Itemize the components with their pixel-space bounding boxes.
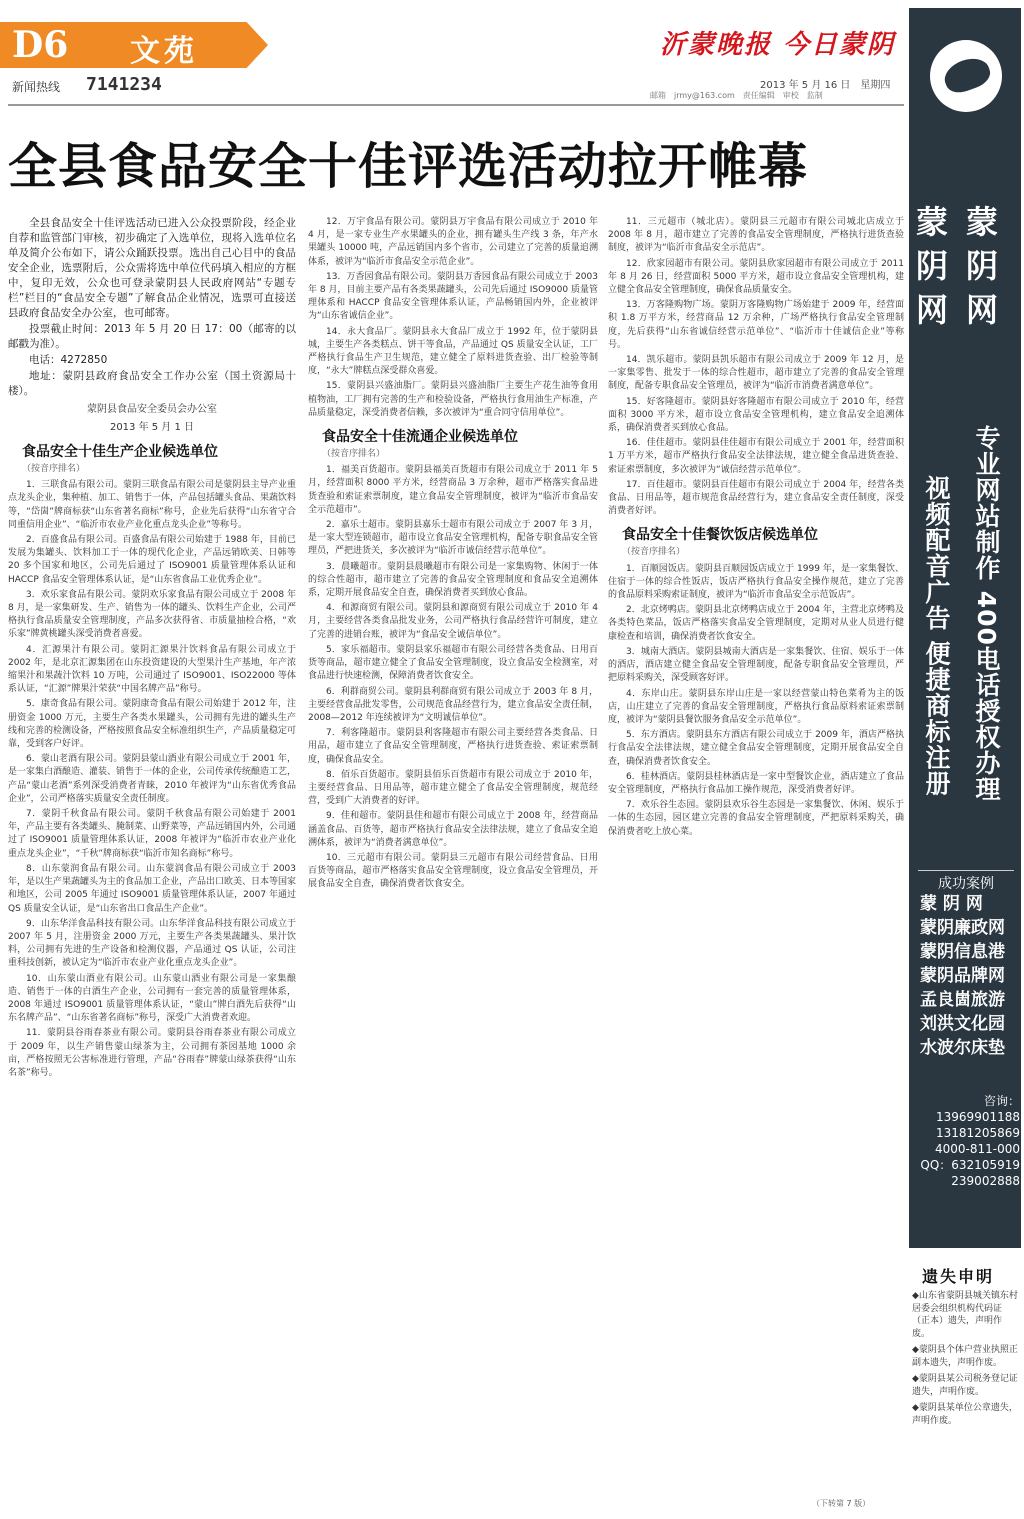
- list-item: 13．万香园食品有限公司。蒙阴县万香园食品有限公司成立于 2003 年 8 月，目前主要产品有各类果蔬罐头，公司先后通过 ISO9000 质量管理体系和 HACCP 食品安全管理体系认证，产品畅销国内外，企业被评为“山东省诚信企业”。: [308, 271, 598, 322]
- list-item: 16．佳佳超市。蒙阴县佳佳超市有限公司成立于 2001 年，经营面积 1 万平方米，超市严格执行食品安全法律法规，建立健全食品进货查验、索证索票制度，多次被评为“诚信经营示范单位”。: [608, 438, 904, 475]
- intro-phone: 电话：4272850: [29, 354, 108, 366]
- list-item: 17．百佳超市。蒙阴县百佳超市有限公司成立于 2004 年，经营各类食品、日用品等，超市规范食品经营行为，建立食品安全责任制度，深受消费者好评。: [608, 479, 904, 517]
- list-item: 2．北京烤鸭店。蒙阴县北京烤鸭店成立于 2004 年，主营北京烤鸭及各类特色菜品，饭店严格落实食品安全管理制度，定期对从业人员进行健康检查和培训，确保消费者饮食安全。: [608, 605, 904, 642]
- list-item: 6．桂林酒店。蒙阴县桂林酒店是一家中型餐饮企业，酒店建立了食品安全管理制度，严格执行食品加工操作规范，深受消费者好评。: [608, 771, 904, 795]
- section-heading-circulation: 食品安全十佳流通企业候选单位: [322, 429, 518, 446]
- lost-notice-title: 遗失申明: [922, 1267, 995, 1286]
- signoff-org: 蒙阴县食品安全委员会办公室: [87, 404, 217, 415]
- lost-notice-item: ◆山东省蒙阴县城关镇东村居委会组织机构代码证（正本）遗失，声明作废。: [912, 1291, 1018, 1339]
- list-item: 10．山东蒙山酒业有限公司。山东蒙山酒业有限公司是一家集酿造、销售于一体的白酒生产企业，公司拥有一套完善的质量管理体系，2008 年通过 ISO9001 质量管理体系认证，“蒙山”牌白酒先后获得“山东名牌产品”、“山东省著名商标”称号，深受广大消费者欢迎。: [8, 973, 296, 1024]
- lost-notice-item: ◆蒙阴县某单位公章遗失，声明作废。: [912, 1403, 1018, 1426]
- section-heading-catering: 食品安全十佳餐饮饭店候选单位: [622, 527, 818, 544]
- ad-contacts: [912, 1093, 1020, 1189]
- list-item: 3．欢乐家食品有限公司。蒙阴欢乐家食品有限公司成立于 2008 年 8 月，是一家集研发、生产、销售为一体的罐头、饮料生产企业，公司严格执行食品质量安全管理制度，产品多次获得省、市质量抽检合格，“欢乐家”牌黄桃罐头深受消费者喜爱。: [8, 589, 296, 640]
- intro-deadline: 投票截止时间：2013 年 5 月 20 日 17：00（邮寄的以邮戳为准）。: [8, 323, 296, 350]
- sort-note: （按音序排名）: [622, 547, 686, 558]
- case-item: 水波尔床垫: [920, 1038, 1005, 1058]
- lost-notice-list: [912, 1290, 1018, 1431]
- list-item: 7．蒙阴千秋食品有限公司。蒙阴千秋食品有限公司始建于 2001 年，产品主要有各类罐头、腌制菜、山野菜等，产品远销国内外，公司通过了 ISO9001 质量管理体系认证，2008 年被评为“临沂市农业产业化重点龙头企业”，“千秋”牌商标获“临沂市知名商标”称号。: [8, 809, 296, 859]
- list-item: 4．和源商贸有限公司。蒙阴县和源商贸有限公司成立于 2010 年 4 月，主要经营各类食品批发业务，公司严格执行食品经营许可制度，建立了完善的进销台账，被评为“食品安全诚信单位”。: [308, 603, 598, 640]
- list-item: 13．万客隆购物广场。蒙阴万客隆购物广场始建于 2009 年，经营面积 1.8 万平方米，经营商品 12 万余种，广场严格执行食品安全管理制度，先后获得“山东省诚信经营示范单位”、“临沂市十佳诚信企业”等称号。: [608, 300, 904, 350]
- sort-note: （按音序排名）: [22, 464, 86, 474]
- list-item: 5．东方酒店。蒙阴县东方酒店有限公司成立于 2009 年，酒店严格执行食品安全法律法规，建立健全食品安全管理制度，定期开展食品安全自查，确保消费者饮食安全。: [608, 730, 904, 767]
- list-item: 3．晨曦超市。蒙阴县晨曦超市有限公司是一家集购物、休闲于一体的综合性超市，超市建立了完善的食品安全管理制度和食品安全追溯体系，定期开展食品安全自查，确保消费者买到放心食品。: [308, 561, 598, 599]
- newspaper-logo: 沂蒙晚报 今日蒙阴: [660, 30, 896, 60]
- case-item: 蒙阴信息港: [920, 942, 1005, 962]
- list-item: 12．欣家园超市有限公司。蒙阴县欣家园超市有限公司成立于 2011 年 8 月 26 日，经营面积 5000 平方米，超市设立食品安全管理机构，建立健全食品安全管理制度，确保食品质量安全。: [608, 258, 904, 296]
- list-item: 1．三联食品有限公司。蒙阴三联食品有限公司是蒙阴县主导产业重点龙头企业，集种植、加工、销售于一体，产品包括罐头食品、果蔬饮料等，“岱崮”牌商标获“山东省著名商标”称号，企业先后获得“山东省守合同重信用企业”、“临沂市农业产业化重点龙头企业”等称号。: [8, 480, 296, 530]
- header-rule: [8, 104, 904, 106]
- case-item: 蒙 阴 网: [920, 894, 983, 914]
- phone-line: QQ：632105919: [920, 1158, 1020, 1172]
- list-item: 8．佰乐百货超市。蒙阴县佰乐百货超市有限公司成立于 2010 年，主要经营食品、日用品等，超市建立健全了食品安全管理制度，规范经营，受到广大消费者的好评。: [308, 769, 598, 807]
- lost-notice-item: ◆蒙阴县个体户营业执照正副本遗失，声明作废。: [912, 1345, 1018, 1368]
- list-item: 11．三元超市（城北店）。蒙阴县三元超市有限公司城北店成立于 2008 年 8 月，超市建立了完善的食品安全管理制度，严格执行进货查验制度，被评为“临沂市食品安全示范店”。: [608, 217, 904, 254]
- list-item: 8．山东蒙润食品有限公司。山东蒙润食品有限公司成立于 2003 年，是以生产果蔬罐头为主的食品加工企业，产品出口欧美、日本等国家和地区，公司 2005 年通过 ISO9001 质量管理体系认证，2007 年通过 QS 质量安全认证，是“山东省出口食品生产企业”。: [8, 863, 296, 914]
- continued-note: （下转第 7 版）: [812, 1499, 871, 1508]
- phone-line: 4000-811-000: [934, 1142, 1020, 1156]
- cases-title: 成功案例: [918, 870, 1014, 893]
- list-item: 9．佳和超市。蒙阴县佳和超市有限公司成立于 2008 年，经营商品涵盖食品、百货等，超市严格执行食品安全法律法规，建立了食品安全追溯体系，被评为“消费者满意单位”。: [308, 811, 598, 848]
- list-item: 1．百顺园饭店。蒙阴县百顺园饭店成立于 1999 年，是一家集餐饮、住宿于一体的综合性饭店，饭店严格执行食品安全操作规范，建立了完善的食品原料采购索证制度，被评为“临沂市食品安全示范饭店”。: [608, 563, 904, 601]
- page-code: D6: [12, 24, 69, 66]
- section-name: 文苑: [130, 34, 198, 69]
- section-heading-production: 食品安全十佳生产企业候选单位: [22, 444, 218, 460]
- case-item: 蒙阴廉政网: [920, 918, 1005, 938]
- ad-slogan-2: 视频配音广告 便捷商标注册: [922, 475, 951, 797]
- list-item: 2．嘉乐士超市。蒙阴县嘉乐士超市有限公司成立于 2007 年 3 月，是一家大型连锁超市，超市设立食品安全管理机构，配备专职食品安全管理员，严把进货关，多次被评为“临沂市诚信经营示范单位”。: [308, 520, 598, 557]
- list-item: 10．三元超市有限公司。蒙阴县三元超市有限公司经营食品、日用百货等商品，超市严格落实食品安全管理制度，设立食品安全管理员，开展食品安全自查，确保消费者饮食安全。: [308, 852, 598, 890]
- list-item: 1．福美百货超市。蒙阴县福美百货超市有限公司成立于 2011 年 5 月，经营面积 8000 平方米，经营商品 3 万余种，超市严格落实食品进货查验和索证索票制度，建立食品安全管理制度，被评为“临沂市食品安全示范超市”。: [308, 465, 598, 515]
- phone-line: 咨询：13969901188: [936, 1094, 1020, 1124]
- list-item: 5．家乐福超市。蒙阴县家乐福超市有限公司经营各类食品、日用百货等商品，超市建立健全了食品安全管理制度，设立食品安全检测室，对食品进行快速检测，保障消费者饮食安全。: [308, 644, 598, 682]
- list-item: 9．山东华洋食品科技有限公司。山东华洋食品科技有限公司成立于 2007 年 5 月，注册资金 2000 万元，主要生产各类果蔬罐头、果汁饮料，公司拥有先进的生产设备和检测仪器，产品通过 QS 认证，公司注重科技创新，被认定为“临沂市农业产业化重点龙头企业”。: [8, 918, 296, 969]
- case-item: 孟良崮旅游: [920, 990, 1005, 1010]
- intro-paragraph: 全县食品安全十佳评选活动已进入公众投票阶段，经企业自荐和监管部门审核，初步确定了入选单位，现将入选单位名单及简介公布如下，请公众踊跃投票。选出自己心目中的食品安全企业，选票附后，公众需将选中单位代码填入相应的方框中，复印无效，公众也可登录蒙阴县人民政府网站“专题专栏”栏目的“食品安全专题”了解食品企业情况，选票可直接送县政府食品安全办公室，也可邮寄。: [8, 217, 296, 319]
- cases-list: [920, 892, 1020, 1060]
- hotline-number: 7141234: [86, 74, 162, 95]
- list-item: 15．蒙阴县兴盛油脂厂。蒙阴县兴盛油脂厂主要生产花生油等食用植物油，工厂拥有完善的生产和检验设备，严格执行食用油生产标准，产品质量稳定，深受消费者信赖，多次被评为“重合同守信用单位”。: [308, 381, 598, 418]
- list-item: 3．城南大酒店。蒙阴县城南大酒店是一家集餐饮、住宿、娱乐于一体的酒店，酒店建立健全食品安全管理制度，配备专职食品安全管理员，严把原料采购关，深受顾客好评。: [608, 646, 904, 684]
- article-intro: [8, 216, 296, 399]
- brand-name-mirror: 蒙阴网: [915, 203, 948, 329]
- list-item: 6．蒙山老酒有限公司。蒙阴县蒙山酒业有限公司成立于 2001 年，是一家集白酒酿造、灌装、销售于一体的企业，公司传承传统酿造工艺，产品“蒙山老酒”系列深受消费者青睐，2010 年被评为“山东省优秀食品企业”，公司严格落实质量安全责任制度。: [8, 754, 296, 804]
- phone-line: 239002888: [951, 1174, 1020, 1188]
- issue-date: 2013 年 5 月 16 日 星期四: [760, 80, 891, 91]
- list-item: 11．蒙阴县谷雨春茶业有限公司。蒙阴县谷雨春茶业有限公司成立于 2009 年，以生产销售蒙山绿茶为主，公司拥有茶园基地 1000 余亩，严格按照无公害标准进行管理，产品“谷雨春”牌蒙山绿茶获得“山东名茶”称号。: [8, 1028, 296, 1078]
- intro-address: 地址：蒙阴县政府食品安全工作办公室（国土资源局十楼）。: [8, 370, 296, 397]
- list-item: 14．凯乐超市。蒙阴县凯乐超市有限公司成立于 2009 年 12 月，是一家集零售、批发于一体的综合性超市，超市建立了完善的食品安全管理制度，配备专职食品安全管理员，被评为“临沂市消费者满意单位”。: [608, 355, 904, 392]
- list-item: 6．利群商贸公司。蒙阴县利群商贸有限公司成立于 2003 年 8 月，主要经营食品批发零售，公司规范食品经营行为，建立食品安全责任制，2008—2012 年连续被评为“文明诚信单位”。: [308, 686, 598, 723]
- phone-line: 13181205869: [936, 1126, 1020, 1140]
- list-item: 2．百盛食品有限公司。百盛食品有限公司始建于 1988 年，目前已发展为集罐头、饮料加工于一体的现代化企业，产品远销欧美、日韩等 20 多个国家和地区，公司先后通过了 ISO9001 质量管理体系认证和 HACCP 食品安全管理体系认证，是“山东省食品工业优秀企业”。: [8, 535, 296, 585]
- article-column-3: [608, 216, 904, 1506]
- list-item: 14．永大食品厂。蒙阴县永大食品厂成立于 1992 年，位于蒙阴县城，主要生产各类糕点、饼干等食品，产品通过 QS 质量安全认证，工厂严格执行食品生产卫生规范，建立健全了原料进货查验、出厂检验等制度，“永大”牌糕点深受群众喜爱。: [308, 326, 598, 377]
- headline: 全县食品安全十佳评选活动拉开帷幕: [8, 138, 809, 195]
- list-item: 7．利客隆超市。蒙阴县利客隆超市有限公司主要经营各类食品、日用品，超市建立了食品安全管理制度，严格执行进货查验、索证索票制度，确保食品安全。: [308, 728, 598, 765]
- list-item: 15．好客隆超市。蒙阴县好客隆超市有限公司成立于 2010 年，经营面积 3000 平方米，超市设立食品安全管理机构，建立食品安全追溯体系，确保消费者买到放心食品。: [608, 396, 904, 434]
- list-item: 4．东岸山庄。蒙阴县东岸山庄是一家以经营蒙山特色菜肴为主的饭店，山庄建立了完善的食品安全管理制度，严格执行食品原料索证索票制度，被评为“蒙阴县餐饮服务食品安全示范单位”。: [608, 688, 904, 725]
- article-column-2: [308, 216, 598, 1506]
- editor-contacts: 邮箱 jrmy@163.com 责任编辑 审校 监制: [650, 91, 823, 100]
- case-item: 刘洪文化园: [920, 1014, 1005, 1034]
- ad-slogan-1: 专业网站制作 400电话授权办理: [972, 425, 1001, 802]
- sort-note: （按音序排名）: [322, 449, 386, 460]
- list-item: 5．康奇食品有限公司。蒙阴康奇食品有限公司始建于 2012 年，注册资金 1000 万元，主要生产各类水果罐头，公司拥有先进的罐头生产线和完善的检测设备，严格按照食品安全标准组织生产，产品质量稳定可靠，受到客户好评。: [8, 699, 296, 750]
- list-item: 4．汇源果汁有限公司。蒙阴汇源果汁饮料食品有限公司成立于 2002 年，是北京汇源集团在山东投资建设的大型果汁生产基地，年产浓缩果汁和果蔬汁饮料 10 万吨，公司通过了 ISO9001、ISO22000 等体系认证，“汇源”牌果汁荣获“中国名牌产品”称号。: [8, 644, 296, 695]
- hotline-label: 新闻热线: [12, 80, 61, 94]
- list-item: 12．万宇食品有限公司。蒙阴县万宇食品有限公司成立于 2010 年 4 月，是一家专业生产水果罐头的企业，拥有罐头生产线 3 条，年产水果罐头 10000 吨，产品远销国内多个省市，公司建立了完善的质量追溯体系，被评为“临沂市食品安全示范企业”。: [308, 217, 598, 267]
- lost-notice-item: ◆蒙阴县某公司税务登记证遗失，声明作废。: [912, 1374, 1018, 1397]
- brand-name: 蒙阴网: [965, 203, 998, 329]
- case-item: 蒙阴品牌网: [920, 966, 1005, 986]
- list-item: 7．欢乐谷生态园。蒙阴县欢乐谷生态园是一家集餐饮、休闲、娱乐于一体的生态园，园区建立完善的食品安全管理制度，严把原料采购关，确保消费者吃上放心菜。: [608, 800, 904, 837]
- signoff-date: 2013 年 5 月 1 日: [109, 422, 195, 433]
- article-column-1: [8, 216, 296, 1506]
